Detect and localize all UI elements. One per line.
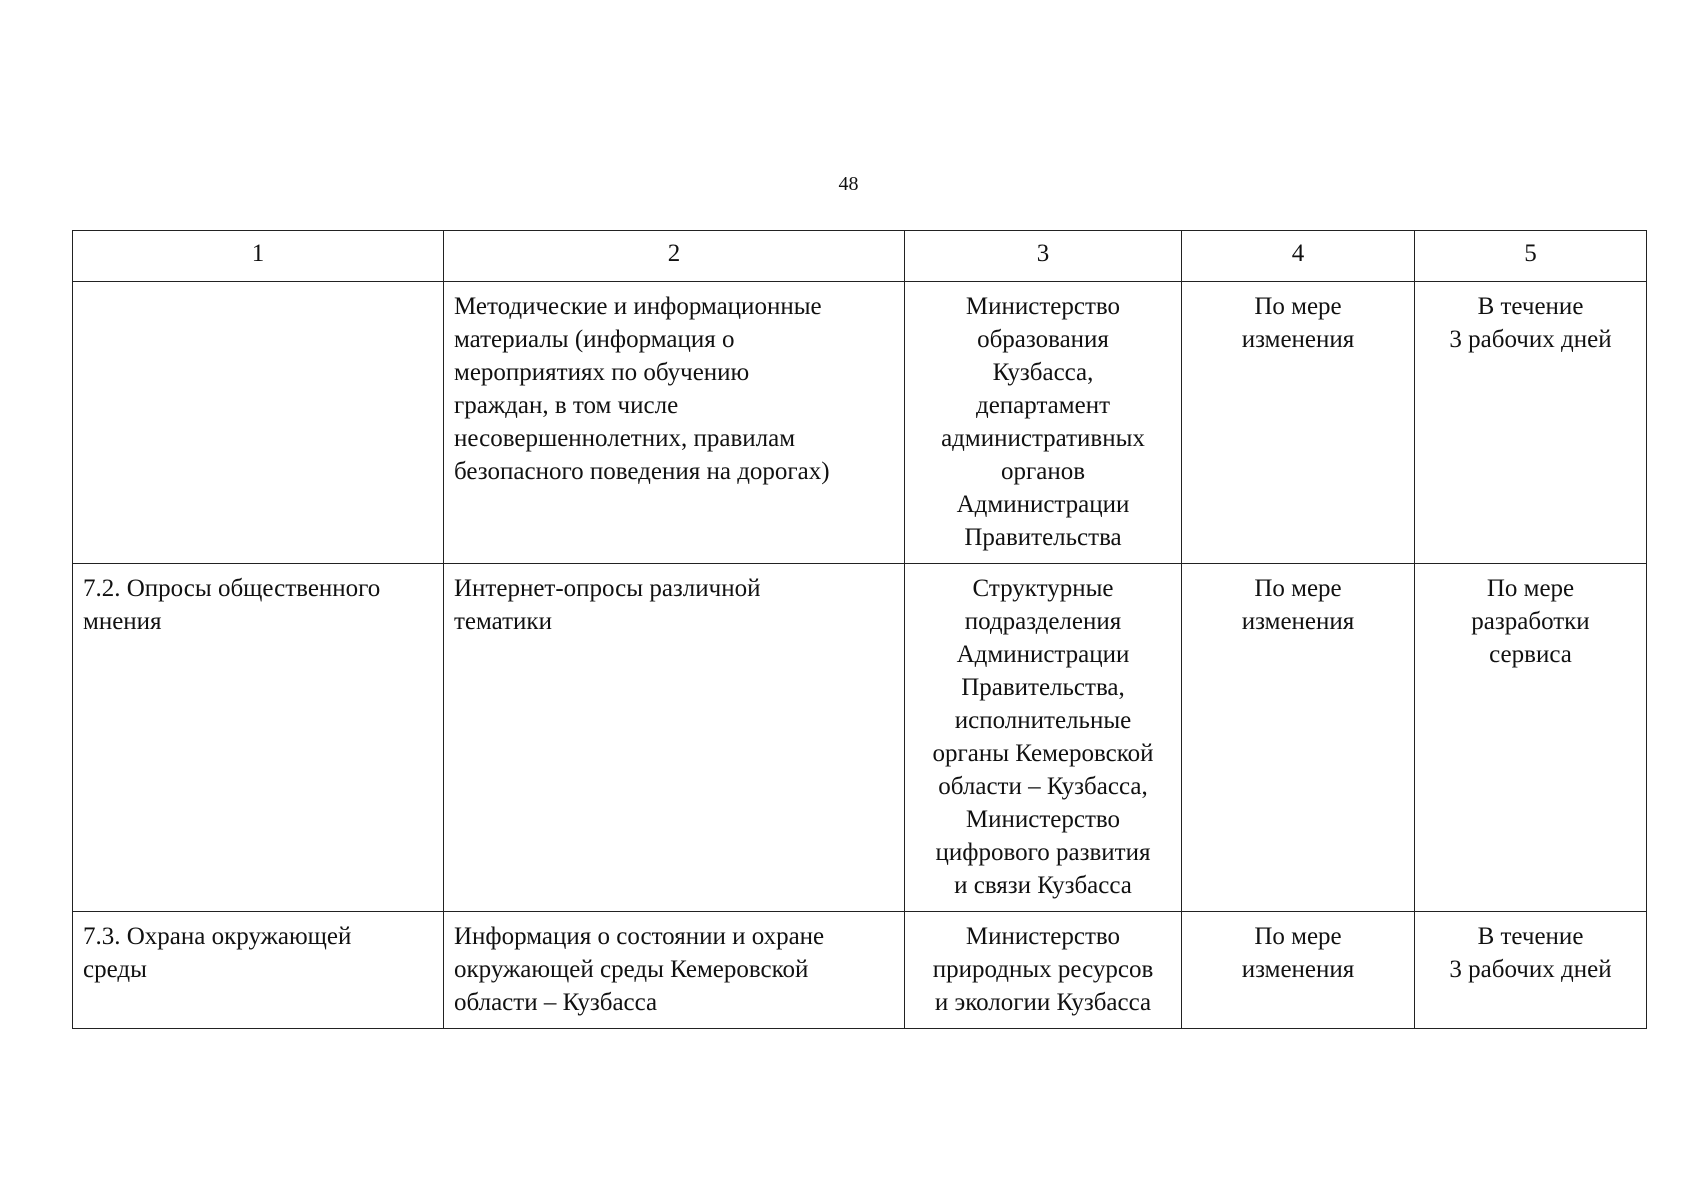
cell-text-line: подразделения	[964, 608, 1122, 635]
cell-text-line: По мере	[1486, 575, 1575, 602]
cell-frequency	[1182, 912, 1415, 1029]
cell-text-line: По мере	[1254, 923, 1342, 950]
cell-responsible	[905, 912, 1182, 1029]
cell-section	[73, 912, 444, 1029]
cell-text-line: По мере	[1254, 293, 1342, 320]
cell-text-line: Администрации	[956, 641, 1130, 668]
cell-text-line: Министерство	[965, 806, 1121, 833]
cell-text-line: Интернет-опросы различной	[454, 575, 761, 602]
table-body	[73, 282, 1647, 1029]
cell-text-line: исполнительные	[954, 707, 1132, 734]
cell-text-line: В течение	[1477, 293, 1584, 320]
cell-text-line: Администрации	[956, 491, 1130, 518]
column-header: 3	[905, 231, 1182, 282]
cell-frequency	[1182, 282, 1415, 564]
cell-text-line: 7.2. Опросы общественного	[83, 575, 381, 602]
cell-text-line: безопасного поведения на дорогах)	[454, 458, 830, 485]
cell-text-line: Правительства	[964, 524, 1122, 551]
page-number: 48	[838, 173, 859, 195]
cell-text-line: мероприятиях по обучению	[454, 359, 750, 386]
cell-text-line: Информация о состоянии и охране	[454, 923, 825, 950]
column-header: 5	[1415, 231, 1647, 282]
cell-text-line: области – Кузбасса	[454, 989, 658, 1016]
cell-text-line: мнения	[83, 608, 162, 635]
cell-text-line: Министерство	[965, 293, 1121, 320]
cell-text-line: материалы (информация о	[454, 326, 735, 353]
cell-text-line: граждан, в том числе	[454, 392, 679, 419]
cell-text-line: Методические и информационные	[454, 293, 822, 320]
cell-content	[444, 912, 905, 1029]
cell-text-line: Кузбасса,	[992, 359, 1094, 386]
cell-text-line: изменения	[1241, 608, 1355, 635]
cell-section	[73, 564, 444, 912]
cell-responsible	[905, 564, 1182, 912]
cell-text-line: окружающей среды Кемеровской	[454, 956, 809, 983]
cell-text-line: По мере	[1254, 575, 1342, 602]
cell-text-line: Правительства,	[961, 674, 1125, 701]
cell-frequency	[1182, 564, 1415, 912]
cell-section	[73, 282, 444, 564]
cell-text-line: разработки	[1471, 608, 1590, 635]
cell-text-line: тематики	[454, 608, 552, 635]
cell-text-line: природных ресурсов	[932, 956, 1154, 983]
column-header: 2	[444, 231, 905, 282]
cell-text-line: и экологии Кузбасса	[934, 989, 1152, 1016]
cell-text-line: административных	[941, 425, 1145, 452]
cell-text-line: 3 рабочих дней	[1449, 956, 1612, 983]
cell-content	[444, 564, 905, 912]
cell-deadline	[1415, 564, 1647, 912]
cell-text-line: Структурные	[972, 575, 1114, 602]
table-header-row	[73, 231, 1647, 282]
cell-content	[444, 282, 905, 564]
cell-text-line: образования	[977, 326, 1109, 353]
cell-text-line: органы Кемеровской	[932, 740, 1154, 767]
table-row	[73, 912, 1647, 1029]
cell-text-line: и связи Кузбасса	[954, 872, 1132, 899]
table-row	[73, 282, 1647, 564]
column-header: 1	[73, 231, 444, 282]
cell-deadline	[1415, 912, 1647, 1029]
cell-text-line: несовершеннолетних, правилам	[454, 425, 796, 452]
cell-text-line: сервиса	[1489, 641, 1572, 668]
cell-deadline	[1415, 282, 1647, 564]
cell-responsible	[905, 282, 1182, 564]
cell-text-line: органов	[1000, 458, 1086, 485]
cell-text-line: изменения	[1241, 956, 1355, 983]
cell-text-line: цифрового развития	[935, 839, 1151, 866]
cell-text-line: 3 рабочих дней	[1449, 326, 1612, 353]
cell-text-line: области – Кузбасса,	[938, 773, 1148, 800]
cell-text-line: В течение	[1477, 923, 1584, 950]
document-table	[72, 230, 1647, 1029]
column-header: 4	[1182, 231, 1415, 282]
cell-text-line: Министерство	[965, 923, 1121, 950]
table-row	[73, 564, 1647, 912]
cell-text-line: среды	[83, 956, 147, 983]
cell-text-line: изменения	[1241, 326, 1355, 353]
cell-text-line: 7.3. Охрана окружающей	[83, 923, 352, 950]
cell-text-line: департамент	[975, 392, 1110, 419]
